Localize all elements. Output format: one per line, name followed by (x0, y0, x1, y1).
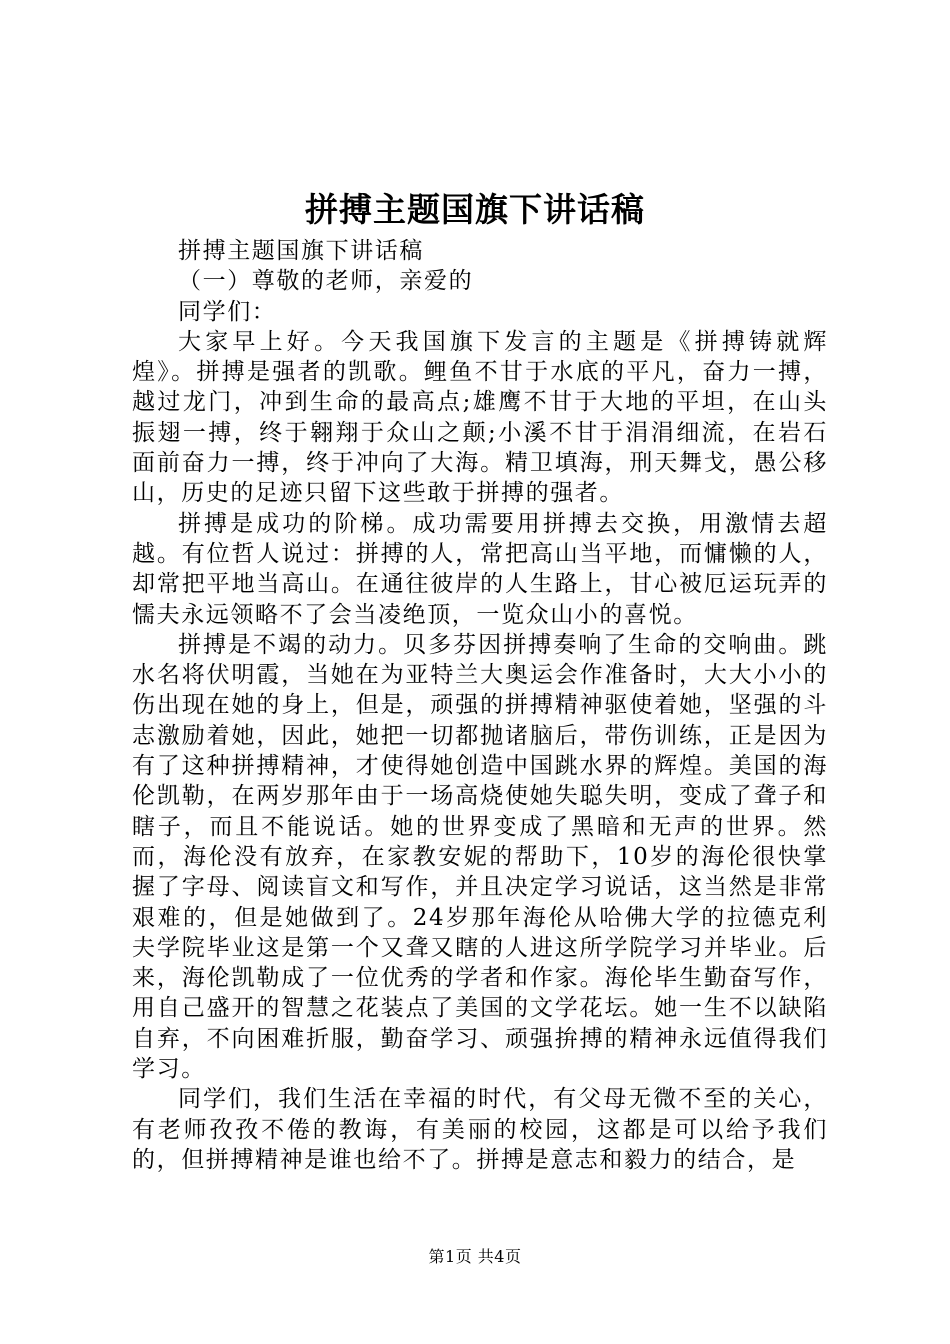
document-title: 拼搏主题国旗下讲话稿 (305, 190, 645, 229)
paragraph-intro: 大家早上好。今天我国旗下发言的主题是《拼搏铸就辉煌》。拼搏是强者的凯歌。鲤鱼不甘于水底的平凡，奋力一搏，越过龙门，冲到生命的最高点;雄鹰不甘于大地的平坦，在山头振翅一搏，终于翱翔于众山之颠;小溪不甘于涓涓细流，在岩石面前奋力一搏，终于冲向了大海。精卫填海，刑天舞戈，愚公移山，历史的足迹只留下这些敢于拼搏的强者。 (132, 328, 828, 507)
paragraph-success-ladder: 拼搏是成功的阶梯。成功需要用拼搏去交换，用激情去超越。有位哲人说过：拼搏的人，常把高山当平地，而慵懒的人，却常把平地当高山。在通往彼岸的人生路上，甘心被厄运玩弄的懦夫永远领略不了会当凌绝顶，一览众山小的喜悦。 (132, 510, 828, 628)
paragraph-salutation: （一）尊敬的老师，亲爱的 (178, 268, 474, 295)
paragraph-endless-power: 拼搏是不竭的动力。贝多芬因拼搏奏响了生命的交响曲。跳水名将伏明霞，当她在为亚特兰大奥运会作准备时，大大小小的伤出现在她的身上，但是，顽强的拼搏精神驱使着她，坚强的斗志激励着她，因此，她把一切都抛诸脑后，带伤训练，正是因为有了这种拼搏精神，才使得她创造中国跳水界的辉煌。美国的海伦凯勒，在两岁那年由于一场高烧使她失聪失明，变成了聋子和瞎子，而且不能说话。她的世界变成了黑暗和无声的世界。然而，海伦没有放弃，在家教安妮的帮助下，10岁的海伦很快掌握了字母、阅读盲文和写作，并且决定学习说话，这当然是非常艰难的，但是她做到了。24岁那年海伦从哈佛大学的拉德克利夫学院毕业这是第一个又聋又瞎的人进这所学院学习并毕业。后来，海伦凯勒成了一位优秀的学者和作家。海伦毕生勤奋写作，用自己盛开的智慧之花装点了美国的文学花坛。她一生不以缺陷自弃，不向困难折服，勤奋学习、顽强拚搏的精神永远值得我们学习。 (132, 631, 828, 1083)
page-number-footer: 第1页 共4页 (428, 1247, 522, 1266)
paragraph-subtitle: 拼搏主题国旗下讲话稿 (178, 238, 424, 264)
paragraph-salutation-continued: 同学们： (178, 298, 277, 325)
paragraph-classmates: 同学们，我们生活在幸福的时代，有父母无微不至的关心，有老师孜孜不倦的教诲，有美丽的校园，这都是可以给予我们的，但拼搏精神是谁也给不了。拼搏是意志和毅力的结合，是 (132, 1086, 828, 1173)
document-body (132, 236, 828, 1175)
